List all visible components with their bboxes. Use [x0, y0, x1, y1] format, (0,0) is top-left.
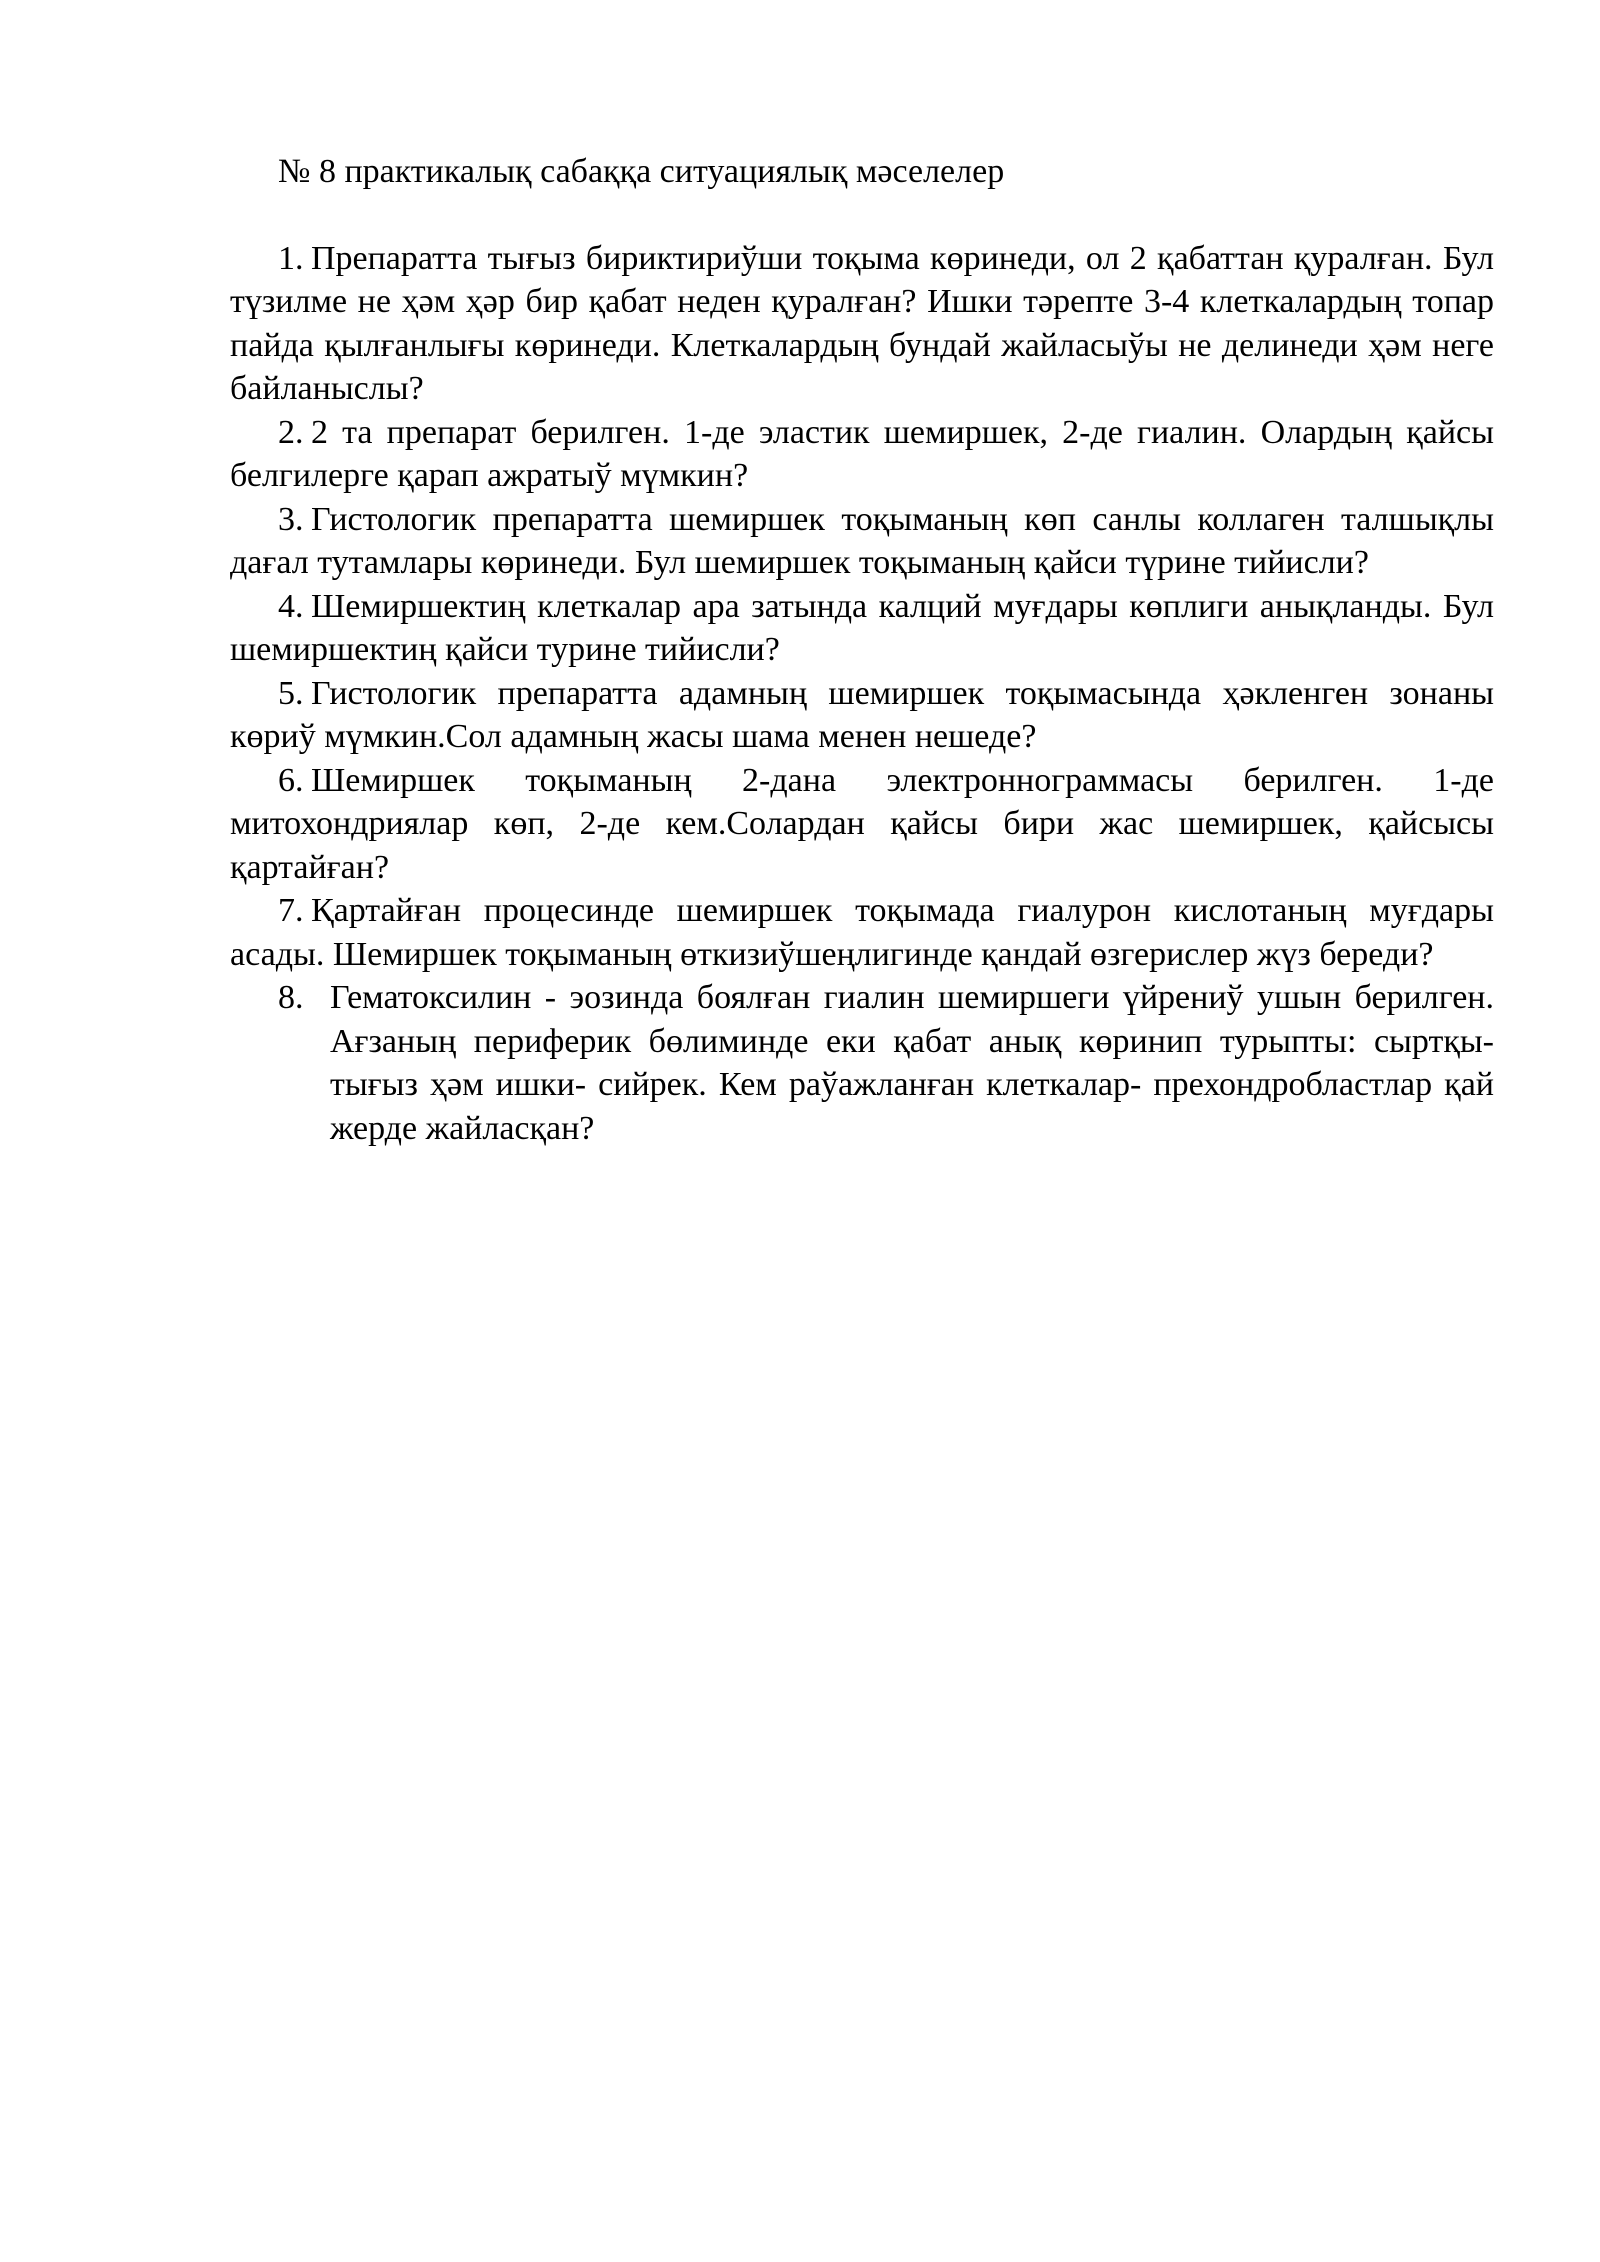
question-text: Шемиршектиң клеткалар ара затында калций муғдары көплиги анықланды. Бул шемиршектиң қайси турине тийисли?: [230, 587, 1494, 668]
document-page: [230, 150, 1494, 1150]
question-number: 3.: [278, 500, 304, 538]
question-number: 8.: [278, 979, 304, 1016]
question-number: 2.: [278, 413, 304, 451]
question-text: Шемиршек тоқыманың 2-дана электроннограммасы берилген. 1-де митохондриялар көп, 2-де кем.Солардан қайсы бири жас шемиршек, қайсысы қартайған?: [230, 761, 1494, 886]
document-title: № 8 практикалық сабаққа ситуациялық мәселелер: [278, 153, 1005, 190]
question-number: 1.: [278, 239, 304, 277]
question-item-2: [230, 411, 1494, 498]
question-text: Гистологик препаратта шемиршек тоқыманың көп санлы коллаген талшықлы дағал тутамлары көринеди. Бул шемиршек тоқыманың қайси түрине тийисли?: [230, 500, 1494, 581]
question-text: Қартайған процесинде шемиршек тоқымада гиалурон кислотаның муғдары асады. Шемиршек тоқыманың өткизиўшеңлигинде қандай өзгерислер жүз береди?: [230, 892, 1494, 973]
question-number: 4.: [278, 587, 304, 625]
question-item-6: [230, 759, 1494, 890]
question-item-4: [230, 585, 1494, 672]
question-text: Гистологик препаратта адамның шемиршек тоқымасында ҳәкленген зонаны көриў мүмкин.Сол адамның жасы шама менен нешеде?: [230, 674, 1494, 755]
question-item-8: [230, 976, 1494, 1150]
question-number: 6.: [278, 761, 304, 799]
question-text: 2 та препарат берилген. 1-де эластик шемиршек, 2-де гиалин. Олардың қайсы белгилерге қарап ажратыў мүмкин?: [230, 413, 1494, 494]
question-item-7: [230, 889, 1494, 976]
question-item-3: [230, 498, 1494, 585]
question-text: Гематоксилин - эозинда боялған гиалин шемиршеги үйрениў ушын берилген. Ағзаның периферик бөлиминде еки қабат анық көринип турыпты: сыртқы-тығыз ҳәм ишки- сийрек. Кем раўажланған клеткалар- прехондробластлар қай жерде жайласқан?: [330, 979, 1494, 1147]
question-number: 7.: [278, 892, 304, 929]
question-text: Препаратта тығыз бириктириўши тоқыма көринеди, ол 2 қабаттан қуралған. Бул түзилме не ҳәм ҳәр бир қабат неден қуралған? Ишки тәрепте 3-4 клеткалардың топар пайда қылғанлығы көринеди. Клеткалардың бундай жайласыўы не делинеди ҳәм неге байланыслы?: [230, 239, 1494, 407]
question-item-5: [230, 672, 1494, 759]
question-number: 5.: [278, 674, 304, 712]
question-item-1: [230, 237, 1494, 411]
